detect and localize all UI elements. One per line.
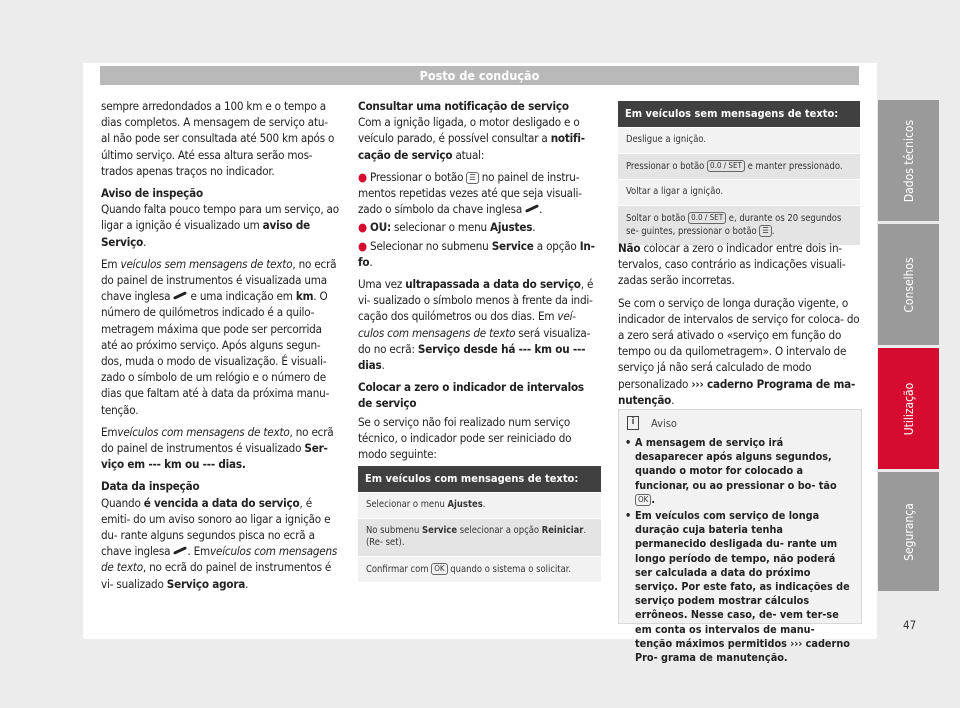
page-header: Posto de condução: [100, 66, 859, 85]
set-key: 0.0 / SET: [707, 160, 745, 172]
bullet-icon: ●: [358, 238, 367, 253]
table-title: Em veículos sem mensagens de texto:: [618, 101, 860, 127]
bullet-item: ● Selecionar no submenu Service a opção In- fo.: [358, 238, 595, 269]
table-row: No submenu Service selecionar a opção Reiniciar.(Re- set).: [358, 518, 601, 556]
paragraph: Em veículos sem mensagens de texto, no ecrã do painel de instrumentos é visualizada uma chave inglesa e uma indicação em km. O número de quilómetros indicado é a quilo- metragem máxima que pode ser percorrida até ao próximo serviço. Após alguns segun- dos, muda o modo de visualização. É visuali- zado o símbolo de um relógio e o número de dias que faltam até à data da próxima manu- tenção.: [101, 256, 337, 417]
tab-utilizacao[interactable]: Utilização: [878, 348, 939, 469]
wrench-icon: [173, 546, 187, 555]
tab-conselhos[interactable]: Conselhos: [878, 224, 939, 345]
aviso-box: [618, 409, 862, 665]
heading-consultar: Consultar uma notificação de serviço: [358, 99, 569, 113]
table-row: Selecionar o menu Ajustes.: [358, 492, 601, 518]
column-1: [101, 98, 339, 598]
wrench-icon: [173, 291, 187, 300]
table-row: Voltar a ligar a ignição.: [618, 179, 860, 205]
aviso-title: Aviso: [651, 416, 677, 430]
paragraph: Uma vez ultrapassada a data do serviço, é vi- sualizado o símbolo menos à frente da indi- cação dos quilómetros ou dos dias. Em veí- culos com mensagens de texto será visualiza- do no ecrã: Serviço desde há --- km ou --- dias.: [358, 277, 594, 373]
paragraph: Quando falta pouco tempo para um serviço, ao ligar a ignição é visualizado um aviso de Serviço.: [101, 202, 339, 249]
table-sem-mensagens: [618, 101, 860, 245]
heading-data-inspecao: Data da inspeção: [101, 479, 200, 494]
set-key: 0.0 / SET: [688, 212, 726, 224]
heading-colocar-zero: Colocar a zero o indicador de intervalos de serviço: [358, 380, 584, 411]
column-3: [618, 240, 861, 414]
bullet-icon: ●: [358, 220, 367, 235]
paragraph: Com a ignição ligada, o motor desligado e o veículo parado, é possível consultar a notifi- cação de serviço atual:: [358, 115, 585, 162]
ok-key: OK: [431, 563, 447, 575]
table-row: Desligue a ignição.: [618, 127, 860, 153]
column-2: [358, 98, 601, 468]
page-number: 47: [903, 618, 917, 632]
tab-seguranca[interactable]: Segurança: [878, 472, 939, 591]
list-item: • A mensagem de serviço irá desaparecer após alguns segundos, quando o motor for colocado a funcionar, ou ao pressionar o bo- tão OK .: [635, 436, 853, 507]
paragraph: Não colocar a zero o indicador entre dois in- tervalos, caso contrário as indicações visuali- zadas serão incorretas.: [618, 241, 846, 288]
heading-aviso-inspecao: Aviso de inspeção: [101, 186, 203, 201]
ok-key: OK: [635, 494, 651, 506]
paragraph: Emveículos com mensagens de texto, no ecrã do painel de instrumentos é visualizado Ser- viço em --- km ou --- dias.: [101, 424, 334, 472]
wrench-icon: [525, 204, 539, 213]
bullet-icon: ●: [358, 169, 367, 184]
bullet-item: ● OU: selecionar o menu Ajustes.: [358, 220, 536, 235]
table-row: Confirmar com OK quando o sistema o solicitar.: [358, 556, 601, 583]
tab-dados-tecnicos[interactable]: Dados técnicos: [878, 100, 939, 221]
table-row: Soltar o botão 0.0 / SET e, durante os 20 segundos se- guintes, pressionar o botão ☰ .: [618, 205, 860, 245]
paragraph: Se com o serviço de longa duração vigente, o indicador de intervalos de serviço for coloca- do a zero será ativado o «serviço em função do tempo ou da quilometragem». O intervalo de serviço já não será calculado de modo personalizado ››› caderno Programa de ma- nutenção.: [618, 295, 860, 407]
info-icon: i: [627, 416, 639, 430]
aviso-header: [619, 410, 861, 436]
table-title: Em veículos com mensagens de texto:: [358, 466, 601, 492]
table-row: Pressionar o botão 0.0 / SET e manter pressionado.: [618, 153, 860, 180]
menu-button-icon: ☰: [759, 225, 771, 237]
table-com-mensagens: [358, 466, 601, 582]
paragraph: Se o serviço não foi realizado num serviço técnico, o indicador pode ser reiniciado do modo seguinte:: [358, 414, 572, 462]
bullet-item: ● Pressionar o botão ☰ no painel de instru- mentos repetidas vezes até que seja visuali- zado o símbolo da chave inglesa .: [358, 169, 582, 217]
paragraph: Quando é vencida a data do serviço, é emiti- do um aviso sonoro ao ligar a ignição e du- rante alguns segundos pisca no ecrã a chave inglesa . Emveículos com mensagens de texto, no ecrã do painel de instrumentos é vi- sualizado Serviço agora.: [101, 495, 338, 591]
paragraph: sempre arredondados a 100 km e o tempo a dias completos. A mensagem de serviço atu- al não pode ser consultada até 500 km após o último serviço. Até essa altura serão mos- trados apenas traços no indicador.: [101, 99, 335, 178]
menu-button-icon: ☰: [466, 172, 478, 184]
list-item: • Em veículos com serviço de longa duração cuja bateria tenha permanecido desligada du- rante um longo período de tempo, não poderá ser calculada a data do próximo serviço. Por este fato, as indicações de serviço podem mostrar cálculos errôneos. Nesse caso, de- vem ter-se em conta os intervalos de manu- tenção máximos permitidos ››› caderno Pro- grama de manutenção.: [635, 509, 853, 665]
aviso-list: [619, 436, 861, 665]
